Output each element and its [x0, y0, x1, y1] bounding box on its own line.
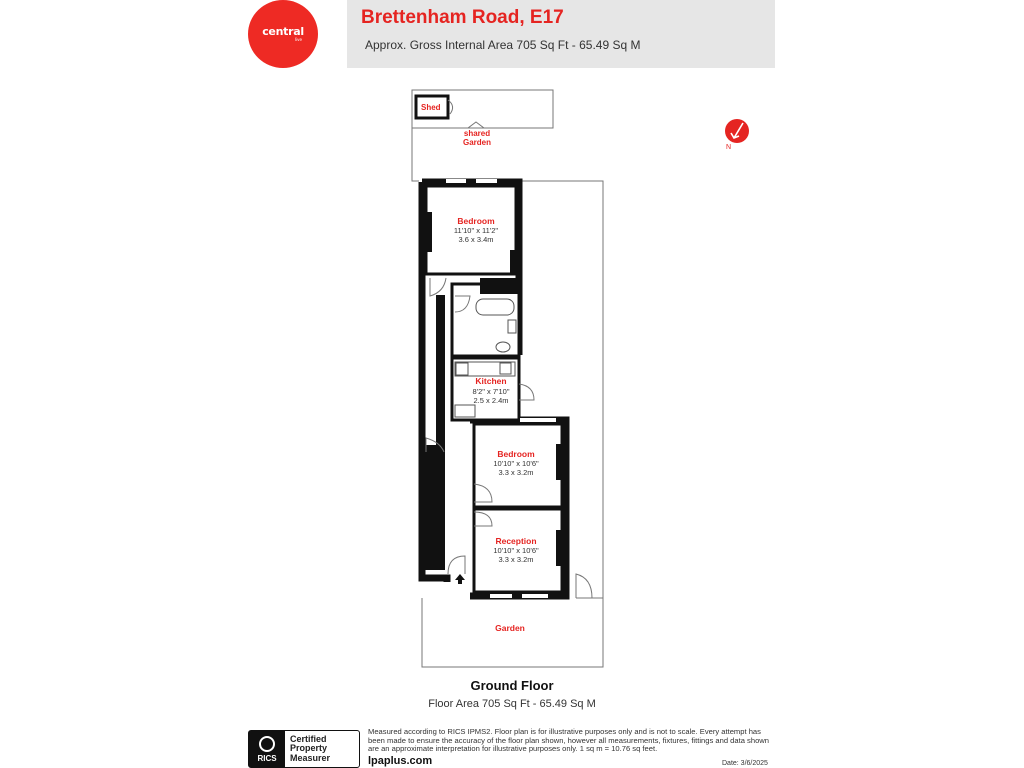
- shared-garden-left-edge: [412, 128, 419, 181]
- reception-chimney: [556, 530, 564, 566]
- kitchen-imperial: 8'2" x 7'10": [472, 387, 510, 396]
- kitchen-metric: 2.5 x 2.4m: [473, 396, 509, 405]
- reception-label: Reception: [495, 536, 537, 546]
- entrance-arrow-icon: [455, 574, 465, 580]
- kitchen-unit: [455, 405, 475, 417]
- rics-line-2: Property: [290, 743, 328, 754]
- bedroom1-pier: [510, 250, 519, 274]
- kitchen-sink-icon: [500, 363, 511, 374]
- plan-date: Date: 3/6/2025: [722, 760, 768, 767]
- property-title: Brettenham Road, E17: [361, 7, 564, 28]
- rics-seal-icon: [259, 736, 275, 752]
- rics-abbr: RICS: [257, 753, 277, 763]
- website-link[interactable]: lpaplus.com: [368, 755, 433, 767]
- shed-label: Shed: [421, 103, 441, 112]
- gate-icon: [468, 122, 484, 128]
- logo-sub: live: [294, 37, 302, 42]
- rics-line-1: Certified: [290, 733, 327, 744]
- bedroom2-imperial: 10'10" x 10'6": [493, 459, 539, 468]
- reception-imperial: 10'10" x 10'6": [493, 546, 539, 555]
- logo-name: central: [262, 25, 304, 38]
- reception-metric: 3.3 x 3.2m: [498, 555, 534, 564]
- property-area: Approx. Gross Internal Area 705 Sq Ft - 65.49 Sq M: [365, 38, 641, 52]
- bedroom1-label: Bedroom: [457, 216, 495, 226]
- bathroom-wall-block: [480, 278, 519, 294]
- bedroom1-imperial: 11'10" x 11'2": [453, 226, 499, 235]
- rics-badge: [248, 730, 360, 768]
- shared-garden-label-2: Garden: [462, 138, 492, 147]
- garden-label: Garden: [495, 623, 525, 633]
- disclaimer-text: Measured according to RICS IPMS2. Floor plan is for illustrative purposes only and is not to scale. Every attempt has been made to ensure the accuracy of the floor plan shown, however all measurements, fixtures, fittings and data shown are an approximate interpretation for illustrative purposes only. 1 sq m = 10.76 sq feet.: [368, 727, 770, 754]
- hob-icon: [456, 363, 468, 375]
- kitchen-label: Kitchen: [475, 376, 507, 386]
- kitchen-door-swing: [519, 384, 534, 400]
- toilet-icon: [496, 342, 510, 352]
- bedroom1-door-swing: [430, 278, 446, 296]
- garden-gate-swing: [576, 574, 592, 598]
- shared-garden-label-1: shared: [463, 129, 491, 138]
- bedroom2-label: Bedroom: [497, 449, 535, 459]
- sink-icon: [508, 320, 516, 333]
- compass-label: N: [726, 144, 732, 151]
- corridor-wall-lower: [425, 445, 443, 570]
- floor-title: Ground Floor: [470, 678, 554, 693]
- front-door-swing: [448, 556, 465, 574]
- bedroom2-chimney: [556, 444, 564, 480]
- floor-area: Floor Area 705 Sq Ft - 65.49 Sq M: [428, 698, 596, 710]
- bedroom2-metric: 3.3 x 3.2m: [498, 468, 534, 477]
- rics-seal: [249, 731, 285, 767]
- bedroom1-chimney: [424, 212, 432, 252]
- bedroom1-metric: 3.6 x 3.4m: [458, 235, 494, 244]
- bath-icon: [476, 299, 514, 315]
- rics-line-3: Measurer: [290, 752, 331, 763]
